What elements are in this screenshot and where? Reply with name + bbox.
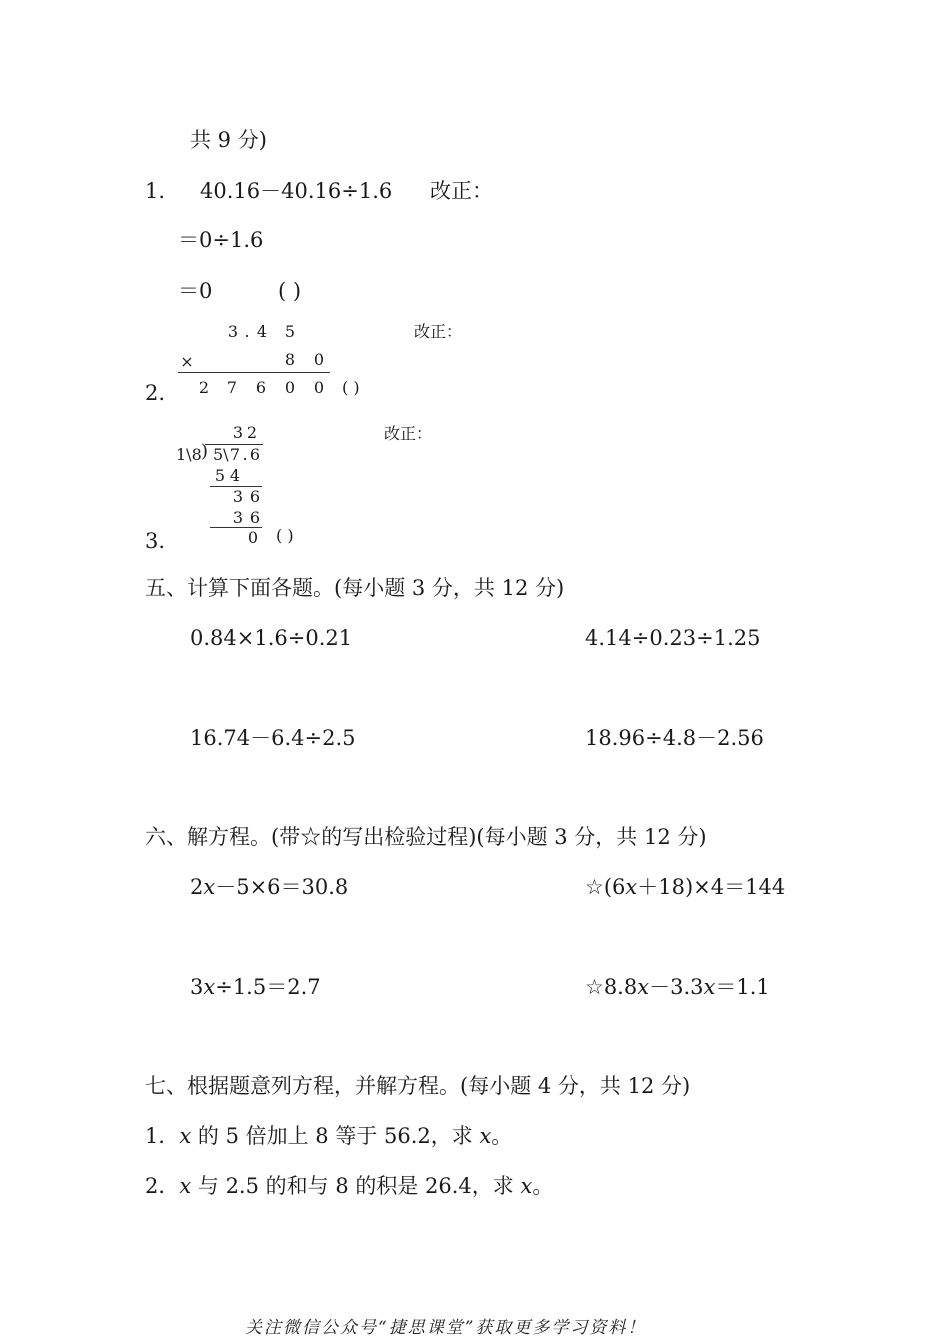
word-problem-2: 2．x 与 2.5 的和与 8 的积是 26.4，求 x。 — [145, 1174, 554, 1198]
q2-result-digit: 0 — [313, 378, 325, 397]
q2-mult-digit: 8 — [284, 350, 296, 369]
q3-dividend-digit: 5\ — [213, 445, 229, 464]
q3-fix-label: 改正： — [384, 424, 433, 443]
q3-dividend-digit: . — [242, 445, 248, 464]
q1-fix-label: 改正： — [430, 179, 493, 203]
q2-mult-digit: 0 — [313, 350, 325, 369]
q3-step-digit: 6 — [249, 508, 261, 527]
q2-number: 2. — [145, 381, 166, 405]
section7-title: 七、根据题意列方程，并解方程。(每小题 4 分，共 12 分) — [145, 1074, 691, 1098]
equation-3: 3x÷1.5＝2.7 — [190, 975, 321, 999]
q3-quotient-digit: 2 — [246, 423, 258, 442]
q3-answer-paren: ( ) — [276, 526, 294, 545]
q1-step1: ＝0÷1.6 — [178, 228, 264, 252]
equation-2: ☆(6x＋18)×4＝144 — [585, 875, 786, 899]
q2-rule — [178, 372, 330, 373]
q3-remainder: 0 — [247, 528, 259, 547]
q3-dividend-digit: 7 — [229, 445, 241, 464]
intro-tail: 共 9 分) — [190, 128, 267, 152]
section5-item: 16.74－6.4÷2.5 — [190, 726, 356, 750]
equation-1: 2x－5×6＝30.8 — [190, 875, 349, 899]
q3-divisor: 1\8 — [176, 445, 202, 464]
q3-bracket: ) — [201, 441, 209, 462]
q3-quotient-digit: 3 — [232, 423, 244, 442]
q2-top-digit: . — [244, 322, 250, 341]
section6-title: 六、解方程。(带☆的写出检验过程)(每小题 3 分，共 12 分) — [145, 825, 707, 849]
q3-step-digit: 3 — [232, 487, 244, 506]
q3-step-digit: 5 — [214, 466, 226, 485]
q3-dividend-digit: 6 — [249, 445, 261, 464]
q3-step-digit: 3 — [232, 508, 244, 527]
q1-number: 1. — [145, 179, 166, 203]
q1-step2: ＝0 — [178, 279, 213, 303]
q3-step-digit: 4 — [229, 466, 241, 485]
q2-result-digit: 0 — [284, 378, 296, 397]
q2-times-sign: × — [180, 352, 194, 371]
q2-result-digit: 2 — [198, 378, 210, 397]
footer-note: 关注微信公众号“捷思课堂”获取更多学习资料！ — [245, 1318, 647, 1338]
section5-item: 18.96÷4.8－2.56 — [585, 726, 764, 750]
q2-answer-paren: ( ) — [342, 378, 360, 397]
word-problem-1: 1．x 的 5 倍加上 8 等于 56.2，求 x。 — [145, 1124, 513, 1148]
section5-item: 0.84×1.6÷0.21 — [190, 626, 353, 650]
q2-top-digit: 4 — [256, 322, 268, 341]
q1-expression: 40.16－40.16÷1.6 — [200, 179, 393, 203]
q2-result-digit: 6 — [255, 378, 267, 397]
q1-answer-paren: ( ) — [278, 279, 302, 303]
q3-number: 3. — [145, 529, 166, 553]
q2-top-digit: 5 — [284, 322, 296, 341]
section5-title: 五、计算下面各题。(每小题 3 分，共 12 分) — [145, 576, 565, 600]
q3-step-digit: 6 — [249, 487, 261, 506]
section5-item: 4.14÷0.23÷1.25 — [585, 626, 761, 650]
q2-fix-label: 改正： — [414, 322, 463, 341]
q2-top-digit: 3 — [227, 322, 239, 341]
equation-4: ☆8.8x－3.3x＝1.1 — [585, 975, 770, 999]
q2-result-digit: 7 — [226, 378, 238, 397]
